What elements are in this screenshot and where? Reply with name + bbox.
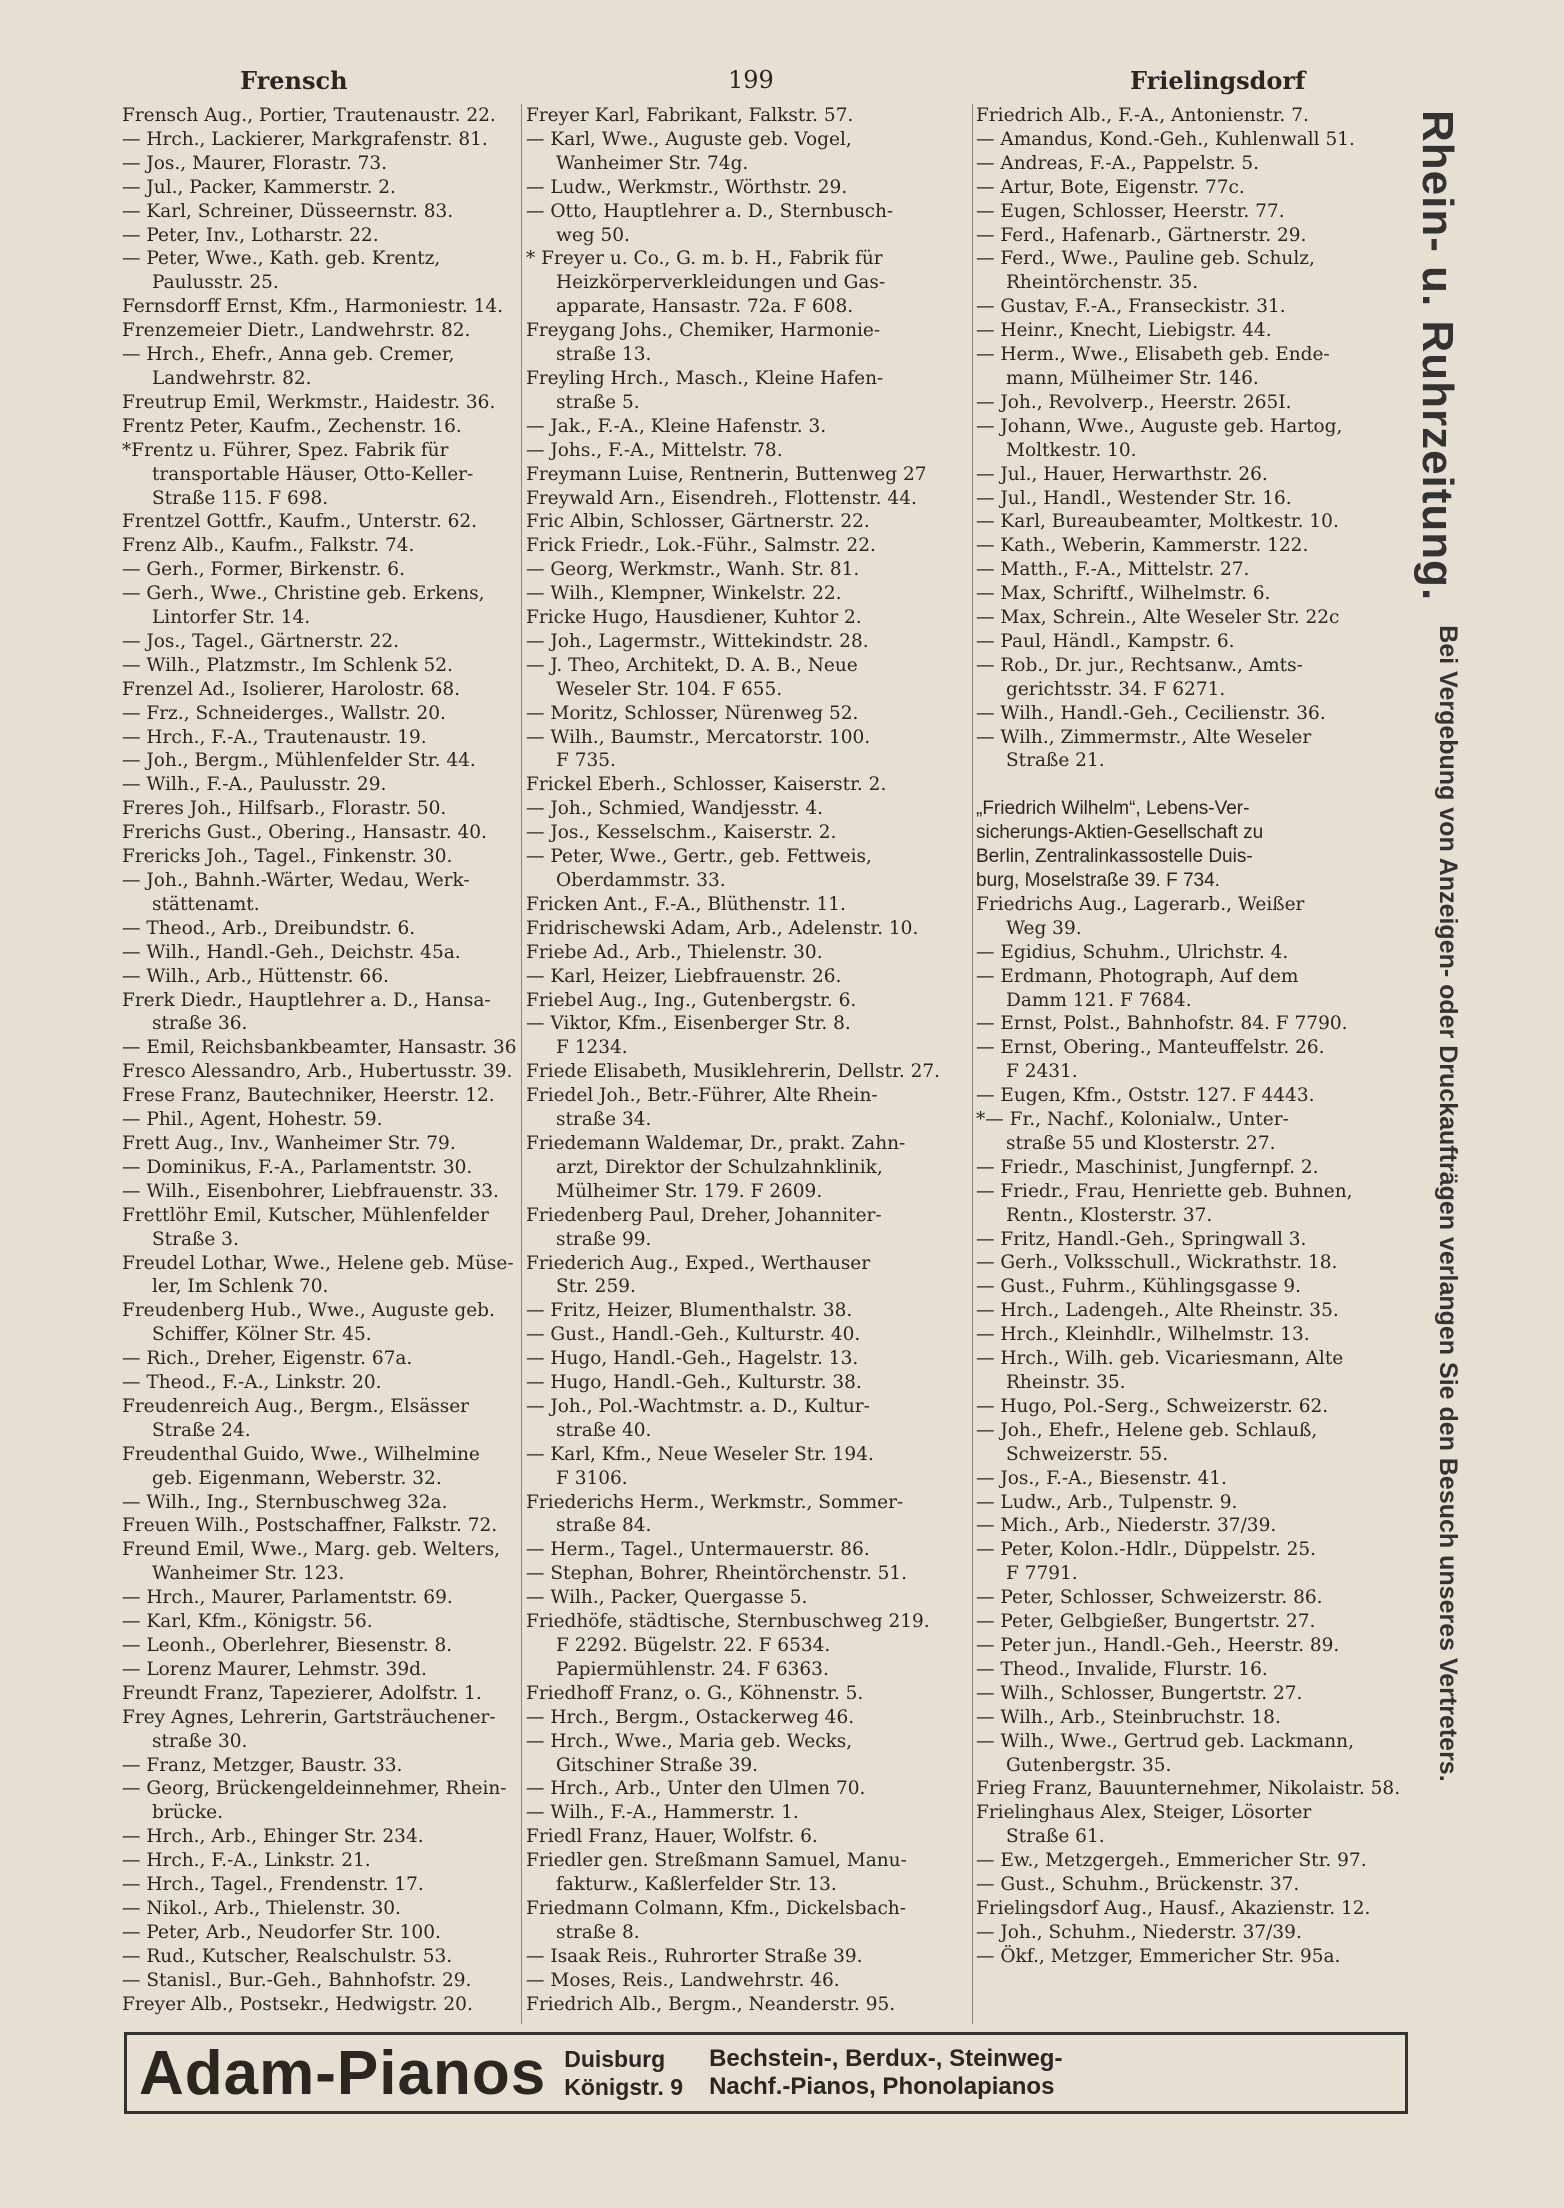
directory-entry-line: Friederichs Herm., Werkmstr., Sommer- bbox=[526, 1491, 904, 1513]
directory-entry-line: — Johs., F.-A., Mittelstr. 78. bbox=[526, 439, 783, 461]
side-advert-slogan: Bei Vergebung von Anzeigen- oder Druckaufträgen verlangen Sie den Besuch unseres Vertreters. bbox=[1434, 625, 1462, 1782]
directory-entry-line: — Max, Schriftf., Wilhelmstr. 6. bbox=[976, 583, 1271, 605]
directory-entry-line: — Frz., Schneiderges., Wallstr. 20. bbox=[122, 702, 446, 724]
directory-entry-line: — J. Theo, Architekt, D. A. B., Neue bbox=[526, 654, 858, 676]
directory-entry-line: geb. Eigenmann, Weberstr. 32. bbox=[152, 1467, 442, 1489]
directory-entry-line: — Rich., Dreher, Eigenstr. 67a. bbox=[122, 1348, 413, 1370]
directory-entry-line: Freywald Arn., Eisendreh., Flottenstr. 44. bbox=[526, 487, 917, 509]
directory-entry-line: Frieg Franz, Bauunternehmer, Nikolaistr. 58. bbox=[976, 1778, 1401, 1800]
directory-entry-line: Friedhöfe, städtische, Sternbuschweg 219. bbox=[526, 1611, 930, 1633]
directory-entry-line: Friedler gen. Streßmann Samuel, Manu- bbox=[526, 1850, 907, 1872]
directory-entry-line: Gutenbergstr. 35. bbox=[1006, 1754, 1172, 1776]
directory-entry-line: — Nikol., Arb., Thielenstr. 30. bbox=[122, 1897, 401, 1919]
directory-entry-line: — Wilh., Arb., Hüttenstr. 66. bbox=[122, 965, 389, 987]
directory-entry-line: — Phil., Agent, Hohestr. 59. bbox=[122, 1109, 383, 1131]
directory-entry-line: Landwehrstr. 82. bbox=[152, 367, 312, 389]
advert-line-1: Bechstein-, Berdux-, Steinweg- bbox=[709, 2045, 1063, 2072]
advert-line-2: Nachf.-Pianos, Phonolapianos bbox=[709, 2073, 1055, 2100]
directory-entry-line: — Friedr., Maschinist, Jungfernpf. 2. bbox=[976, 1156, 1319, 1178]
directory-entry-line: Straße 24. bbox=[152, 1419, 251, 1441]
directory-entry-line: — Hrch., F.-A., Linkstr. 21. bbox=[122, 1850, 371, 1872]
directory-entry-line: Freuen Wilh., Postschaffner, Falkstr. 72. bbox=[122, 1515, 498, 1537]
directory-entry-line: — Hrch., F.-A., Trautenaustr. 19. bbox=[122, 726, 427, 748]
directory-entry-line: straße 8. bbox=[556, 1921, 640, 1943]
directory-entry-line: gerichtsstr. 34. F 6271. bbox=[1006, 678, 1226, 700]
directory-entry-line: Freygang Johs., Chemiker, Harmonie- bbox=[526, 320, 881, 342]
directory-entry-line: F 2292. Bügelstr. 22. F 6534. bbox=[556, 1635, 831, 1656]
directory-entry-line: — Johann, Wwe., Auguste geb. Hartog, bbox=[976, 415, 1343, 437]
side-advert-band bbox=[1410, 110, 1468, 2030]
directory-entry-line: Fresco Alessandro, Arb., Hubertusstr. 39. bbox=[122, 1061, 513, 1083]
directory-entry-line: — Hrch., Wwe., Maria geb. Wecks, bbox=[526, 1730, 853, 1752]
directory-entry-line: — Gust., Schuhm., Brückenstr. 37. bbox=[976, 1874, 1300, 1896]
directory-entry-line: Wanheimer Str. 123. bbox=[152, 1563, 345, 1585]
directory-entry-line: Freutrup Emil, Werkmstr., Haidestr. 36. bbox=[122, 391, 496, 413]
directory-entry-line: Frerk Diedr., Hauptlehrer a. D., Hansa- bbox=[122, 989, 491, 1011]
insurance-listing-line: sicherungs-Aktien-Gesellschaft zu bbox=[976, 822, 1264, 844]
directory-entry-line: — Karl, Wwe., Auguste geb. Vogel, bbox=[526, 128, 852, 150]
directory-column-1 bbox=[122, 104, 520, 2017]
directory-entry-line: — Ludw., Werkmstr., Wörthstr. 29. bbox=[526, 176, 848, 198]
directory-entry-line: — Hugo, Handl.-Geh., Hagelstr. 13. bbox=[526, 1348, 859, 1370]
piano-advert bbox=[124, 2032, 1408, 2114]
directory-entry-line: Paulusstr. 25. bbox=[152, 272, 279, 294]
directory-entry-line: — Wilh., Klempner, Winkelstr. 22. bbox=[526, 583, 842, 605]
directory-entry-line: — Ökf., Metzger, Emmericher Str. 95a. bbox=[976, 1945, 1341, 1967]
directory-entry-line: Wanheimer Str. 74g. bbox=[556, 152, 749, 174]
directory-entry-line: Freres Joh., Hilfsarb., Florastr. 50. bbox=[122, 798, 447, 820]
directory-entry-line: — Gustav, F.-A., Franseckistr. 31. bbox=[976, 296, 1286, 318]
directory-entry-line: — Leonh., Oberlehrer, Biesenstr. 8. bbox=[122, 1635, 453, 1656]
directory-entry-line: Friedel Joh., Betr.-Führer, Alte Rhein- bbox=[526, 1085, 878, 1107]
directory-entry-line: — Jul., Packer, Kammerstr. 2. bbox=[122, 176, 396, 198]
directory-entry-line: — Jak., F.-A., Kleine Hafenstr. 3. bbox=[526, 415, 827, 437]
directory-column-2 bbox=[526, 104, 976, 2017]
directory-entry-line: Frentzel Gottfr., Kaufm., Unterstr. 62. bbox=[122, 511, 478, 533]
directory-entry-line: — Mich., Arb., Niederstr. 37/39. bbox=[976, 1515, 1277, 1537]
directory-entry-line: — Gerh., Wwe., Christine geb. Erkens, bbox=[122, 583, 485, 605]
directory-entry-line: — Jos., Kesselschm., Kaiserstr. 2. bbox=[526, 822, 837, 844]
directory-entry-line: — Fritz, Heizer, Blumenthalstr. 38. bbox=[526, 1300, 853, 1322]
directory-entry-line: Friederich Aug., Exped., Werthauser bbox=[526, 1252, 871, 1274]
directory-entry-line: Freyer Alb., Postsekr., Hedwigstr. 20. bbox=[122, 1993, 473, 2015]
directory-entry-line: — Rud., Kutscher, Realschulstr. 53. bbox=[122, 1945, 453, 1967]
directory-entry-line: Heizkörperverkleidungen und Gas- bbox=[556, 272, 886, 294]
directory-entry-line: — Gust., Fuhrm., Kühlingsgasse 9. bbox=[976, 1276, 1302, 1298]
directory-entry-line: Frerichs Gust., Obering., Hansastr. 40. bbox=[122, 822, 487, 844]
directory-entry-line: Moltkestr. 10. bbox=[1006, 439, 1137, 461]
directory-entry-line: — Kath., Weberin, Kammerstr. 122. bbox=[976, 535, 1309, 557]
directory-entry-line: F 7791. bbox=[1006, 1563, 1078, 1585]
directory-entry-line: — Hugo, Handl.-Geh., Kulturstr. 38. bbox=[526, 1372, 862, 1394]
directory-entry-line: — Jul., Hauer, Herwarthstr. 26. bbox=[976, 463, 1268, 485]
directory-entry-line: — Wilh., Packer, Quergasse 5. bbox=[526, 1587, 808, 1609]
directory-entry-line: Rentn., Klosterstr. 37. bbox=[1006, 1204, 1213, 1226]
directory-entry-line: — Gerh., Volksschull., Wickrathstr. 18. bbox=[976, 1252, 1338, 1274]
insurance-listing-line: Berlin, Zentralinkassostelle Duis- bbox=[976, 846, 1253, 868]
directory-entry-line: — Moritz, Schlosser, Nürenweg 52. bbox=[526, 702, 859, 724]
directory-entry-line: — Georg, Werkmstr., Wanh. Str. 81. bbox=[526, 559, 860, 581]
directory-entry-line: straße 40. bbox=[556, 1419, 652, 1441]
directory-entry-line: — Ludw., Arb., Tulpenstr. 9. bbox=[976, 1491, 1238, 1513]
directory-entry-line: — Isaak Reis., Ruhrorter Straße 39. bbox=[526, 1945, 863, 1967]
directory-entry-line: Friedrichs Aug., Lagerarb., Weißer bbox=[976, 893, 1305, 915]
directory-entry-line: — Herm., Wwe., Elisabeth geb. Ende- bbox=[976, 344, 1330, 366]
directory-entry-line: Freyer Karl, Fabrikant, Falkstr. 57. bbox=[526, 105, 854, 126]
directory-entry-line: — Wilh., Handl.-Geh., Deichstr. 45a. bbox=[122, 941, 461, 963]
insurance-listing-line: burg, Moselstraße 39. F 734. bbox=[976, 869, 1220, 891]
directory-entry-line: Freymann Luise, Rentnerin, Buttenweg 27 bbox=[526, 463, 927, 485]
directory-entry-line: — Eugen, Schlosser, Heerstr. 77. bbox=[976, 200, 1285, 222]
directory-entry-line: F 1234. bbox=[556, 1037, 628, 1059]
directory-entry-line: — Peter, Gelbgießer, Bungertstr. 27. bbox=[976, 1611, 1316, 1633]
directory-entry-line: straße 30. bbox=[152, 1730, 248, 1752]
directory-entry-line: — Lorenz Maurer, Lehmstr. 39d. bbox=[122, 1658, 427, 1680]
directory-entry-line: — Peter, Arb., Neudorfer Str. 100. bbox=[122, 1921, 441, 1943]
directory-entry-line: — Peter jun., Handl.-Geh., Heerstr. 89. bbox=[976, 1634, 1340, 1656]
directory-entry-line: — Hrch., Ladengeh., Alte Rheinstr. 35. bbox=[976, 1300, 1339, 1322]
directory-entry-line: — Matth., F.-A., Mittelstr. 27. bbox=[976, 559, 1250, 581]
directory-entry-line: — Hrch., Tagel., Frendenstr. 17. bbox=[122, 1874, 424, 1896]
directory-entry-line: straße 5. bbox=[556, 391, 640, 413]
directory-entry-line: Rheinstr. 35. bbox=[1006, 1372, 1126, 1394]
directory-entry-line: — Jos., F.-A., Biesenstr. 41. bbox=[976, 1467, 1227, 1489]
directory-entry-line: Friedl Franz, Hauer, Wolfstr. 6. bbox=[526, 1826, 818, 1848]
directory-entry-line: arzt, Direktor der Schulzahnklinik, bbox=[556, 1156, 883, 1178]
directory-entry-line: Straße 115. F 698. bbox=[152, 487, 329, 509]
directory-entry-line: Friebel Aug., Ing., Gutenbergstr. 6. bbox=[526, 989, 857, 1011]
directory-entry-line: Freund Emil, Wwe., Marg. geb. Welters, bbox=[122, 1539, 501, 1561]
directory-entry-line: transportable Häuser, Otto-Keller- bbox=[152, 463, 474, 485]
directory-entry-line: * Freyer u. Co., G. m. b. H., Fabrik für bbox=[526, 248, 883, 270]
directory-entry-line: — Hrch., Maurer, Parlamentstr. 69. bbox=[122, 1587, 453, 1609]
directory-entry-line: — Theod., Invalide, Flurstr. 16. bbox=[976, 1658, 1268, 1680]
directory-entry-line: Fernsdorff Ernst, Kfm., Harmoniestr. 14. bbox=[122, 296, 504, 318]
directory-entry-line: — Emil, Reichsbankbeamter, Hansastr. 36 bbox=[122, 1037, 517, 1059]
directory-entry-line: — Heinr., Knecht, Liebigstr. 44. bbox=[976, 320, 1272, 342]
directory-entry-line: — Hrch., Ehefr., Anna geb. Cremer, bbox=[122, 344, 455, 366]
directory-entry-line: stättenamt. bbox=[152, 893, 260, 915]
directory-entry-line: — Peter, Schlosser, Schweizerstr. 86. bbox=[976, 1587, 1323, 1609]
directory-entry-line: — Friedr., Frau, Henriette geb. Buhnen, bbox=[976, 1180, 1353, 1202]
directory-entry-line: Damm 121. F 7684. bbox=[1006, 989, 1192, 1011]
directory-entry-line: Rheintörchenstr. 35. bbox=[1006, 272, 1199, 294]
directory-entry-line: straße 13. bbox=[556, 344, 652, 366]
directory-entry-line: apparate, Hansastr. 72a. F 608. bbox=[556, 296, 854, 318]
running-head-right: Frielingsdorf bbox=[1130, 66, 1306, 95]
directory-entry-line: — Ernst, Obering., Manteuffelstr. 26. bbox=[976, 1037, 1325, 1059]
directory-entry-line: fakturw., Kaßlerfelder Str. 13. bbox=[556, 1874, 837, 1896]
directory-entry-line: — Peter, Wwe., Kath. geb. Krentz, bbox=[122, 248, 441, 270]
directory-entry-line: — Stephan, Bohrer, Rheintörchenstr. 51. bbox=[526, 1563, 908, 1585]
directory-entry-line: — Karl, Heizer, Liebfrauenstr. 26. bbox=[526, 965, 842, 987]
directory-entry-line: F 3106. bbox=[556, 1467, 628, 1489]
directory-entry-line: Freundt Franz, Tapezierer, Adolfstr. 1. bbox=[122, 1682, 482, 1704]
directory-entry-line: Straße 3. bbox=[152, 1228, 239, 1250]
directory-entry-line: Oberdammstr. 33. bbox=[556, 870, 726, 891]
directory-entry-line: Gitschiner Straße 39. bbox=[556, 1754, 758, 1776]
directory-entry-line: — Joh., Revolverp., Heerstr. 265I. bbox=[976, 391, 1292, 413]
directory-entry-line: — Hrch., Arb., Ehinger Str. 234. bbox=[122, 1826, 424, 1848]
directory-entry-line: — Peter, Wwe., Gertr., geb. Fettweis, bbox=[526, 846, 872, 868]
directory-entry-line: Weseler Str. 104. F 655. bbox=[556, 678, 783, 700]
advert-address: Königstr. 9 bbox=[564, 2074, 684, 2100]
directory-entry-line: — Wilh., Ing., Sternbuschweg 32a. bbox=[122, 1491, 448, 1513]
advert-brand: Adam-Pianos bbox=[139, 2038, 547, 2108]
directory-entry-line: — Georg, Brückengeldeinnehmer, Rhein- bbox=[122, 1778, 507, 1800]
directory-entry-line: — Herm., Tagel., Untermauerstr. 86. bbox=[526, 1539, 870, 1561]
directory-entry-line: straße 36. bbox=[152, 1013, 248, 1035]
directory-entry-line: — Wilh., Zimmermstr., Alte Weseler bbox=[976, 726, 1312, 748]
directory-entry-line: — Karl, Schreiner, Düsseernstr. 83. bbox=[122, 200, 454, 222]
directory-entry-line: — Gust., Handl.-Geh., Kulturstr. 40. bbox=[526, 1324, 861, 1346]
directory-entry-line: — Wilh., Wwe., Gertrud geb. Lackmann, bbox=[976, 1730, 1354, 1752]
directory-entry-line: Freudenreich Aug., Bergm., Elsässer bbox=[122, 1395, 470, 1417]
directory-entry-line: Frenzel Ad., Isolierer, Harolostr. 68. bbox=[122, 678, 461, 700]
directory-entry-line: — Moses, Reis., Landwehrstr. 46. bbox=[526, 1969, 840, 1991]
directory-entry-line: — Hrch., Bergm., Ostackerweg 46. bbox=[526, 1706, 855, 1728]
directory-entry-line: — Stanisl., Bur.-Geh., Bahnhofstr. 29. bbox=[122, 1969, 472, 1991]
directory-entry-line: — Max, Schrein., Alte Weseler Str. 22c bbox=[976, 607, 1340, 629]
directory-entry-line: — Hrch., Kleinhdlr., Wilhelmstr. 13. bbox=[976, 1324, 1310, 1346]
directory-entry-line: Friedrich Alb., Bergm., Neanderstr. 95. bbox=[526, 1993, 896, 2015]
directory-entry-line: *Frentz u. Führer, Spez. Fabrik für bbox=[122, 439, 449, 461]
directory-entry-line: Fric Albin, Schlosser, Gärtnerstr. 22. bbox=[526, 511, 870, 533]
directory-entry-line: — Hrch., Wilh. geb. Vicariesmann, Alte bbox=[976, 1348, 1344, 1370]
advert-city: Duisburg bbox=[564, 2046, 666, 2072]
directory-entry-line: — Erdmann, Photograph, Auf dem bbox=[976, 965, 1299, 987]
directory-entry-line: Straße 61. bbox=[1006, 1826, 1105, 1848]
directory-entry-line: — Ew., Metzgergeh., Emmericher Str. 97. bbox=[976, 1850, 1367, 1872]
page-number: 199 bbox=[728, 66, 774, 94]
newspaper-title: Rhein- u. Ruhrzeitung. bbox=[1413, 110, 1462, 602]
directory-entry-line: — Gerh., Former, Birkenstr. 6. bbox=[122, 559, 405, 581]
directory-entry-line: — Otto, Hauptlehrer a. D., Sternbusch- bbox=[526, 200, 894, 222]
directory-entry-line: mann, Mülheimer Str. 146. bbox=[1006, 367, 1259, 389]
directory-entry-line: — Dominikus, F.-A., Parlamentstr. 30. bbox=[122, 1156, 473, 1178]
directory-entry-line: — Hugo, Pol.-Serg., Schweizerstr. 62. bbox=[976, 1395, 1329, 1417]
directory-entry-line: — Paul, Händl., Kampstr. 6. bbox=[976, 630, 1235, 652]
side-advert-text bbox=[1412, 110, 1462, 1782]
directory-entry-line: Friedhoff Franz, o. G., Köhnenstr. 5. bbox=[526, 1682, 864, 1704]
directory-entry-line: Fricken Ant., F.-A., Blüthenstr. 11. bbox=[526, 893, 846, 915]
directory-entry-line: — Fritz, Handl.-Geh., Springwall 3. bbox=[976, 1228, 1307, 1250]
directory-entry-line: — Joh., Schuhm., Niederstr. 37/39. bbox=[976, 1921, 1302, 1943]
directory-entry-line: Lintorfer Str. 14. bbox=[152, 607, 311, 629]
directory-entry-line: — Wilh., Schlosser, Bungertstr. 27. bbox=[976, 1682, 1303, 1704]
directory-entry-line: Frenz Alb., Kaufm., Falkstr. 74. bbox=[122, 535, 415, 557]
directory-entry-line: — Theod., F.-A., Linkstr. 20. bbox=[122, 1372, 382, 1394]
directory-entry-line: — Wilh., Baumstr., Mercatorstr. 100. bbox=[526, 726, 871, 748]
directory-entry-line: Schweizerstr. 55. bbox=[1006, 1443, 1169, 1465]
directory-entry-line: straße 84. bbox=[556, 1515, 652, 1537]
directory-entry-line: — Wilh., F.-A., Paulusstr. 29. bbox=[122, 774, 387, 796]
directory-entry-line: Friedenberg Paul, Dreher, Johanniter- bbox=[526, 1204, 882, 1226]
directory-entry-line: *— Fr., Nachf., Kolonialw., Unter- bbox=[976, 1109, 1289, 1131]
directory-entry-line: Frielinghaus Alex, Steiger, Lösorter bbox=[976, 1802, 1312, 1824]
directory-entry-line: — Peter, Inv., Lotharstr. 22. bbox=[122, 224, 379, 246]
directory-entry-line: — Joh., Bahnh.-Wärter, Wedau, Werk- bbox=[122, 870, 470, 891]
directory-entry-line: Friedemann Waldemar, Dr., prakt. Zahn- bbox=[526, 1132, 906, 1154]
directory-entry-line: — Karl, Kfm., Königstr. 56. bbox=[122, 1611, 373, 1633]
directory-entry-line: Fridrischewski Adam, Arb., Adelenstr. 10. bbox=[526, 917, 919, 939]
column-divider bbox=[972, 104, 973, 2024]
directory-entry-line: — Andreas, F.-A., Pappelstr. 5. bbox=[976, 152, 1260, 174]
directory-entry-line: ler, Im Schlenk 70. bbox=[152, 1276, 329, 1298]
directory-entry-line: Freudenthal Guido, Wwe., Wilhelmine bbox=[122, 1443, 480, 1465]
directory-entry-line: — Viktor, Kfm., Eisenberger Str. 8. bbox=[526, 1013, 851, 1035]
directory-entry-line: Frielingsdorf Aug., Hausf., Akazienstr. 12. bbox=[976, 1897, 1371, 1919]
directory-entry-line: straße 99. bbox=[556, 1228, 652, 1250]
directory-entry-line: — Jos., Tagel., Gärtnerstr. 22. bbox=[122, 630, 400, 652]
directory-entry-line: — Wilh., Handl.-Geh., Cecilienstr. 36. bbox=[976, 702, 1326, 724]
directory-entry-line: Schiffer, Kölner Str. 45. bbox=[152, 1324, 372, 1346]
directory-entry-line: — Wilh., Eisenbohrer, Liebfrauenstr. 33. bbox=[122, 1180, 499, 1202]
directory-entry-line: Frericks Joh., Tagel., Finkenstr. 30. bbox=[122, 846, 453, 868]
directory-entry-line: Freudel Lothar, Wwe., Helene geb. Müse- bbox=[122, 1252, 514, 1274]
directory-entry-line: — Joh., Pol.-Wachtmstr. a. D., Kultur- bbox=[526, 1395, 870, 1417]
directory-entry-line: — Franz, Metzger, Baustr. 33. bbox=[122, 1754, 403, 1776]
directory-entry-line: Friede Elisabeth, Musiklehrerin, Dellstr. 27. bbox=[526, 1061, 941, 1083]
directory-entry-line: Str. 259. bbox=[556, 1276, 636, 1298]
directory-entry-line: — Joh., Schmied, Wandjesstr. 4. bbox=[526, 798, 823, 820]
directory-entry-line: — Jos., Maurer, Florastr. 73. bbox=[122, 152, 388, 174]
directory-entry-line bbox=[976, 773, 1406, 797]
running-head-left: Frensch bbox=[240, 66, 348, 95]
directory-entry-line: Frett Aug., Inv., Wanheimer Str. 79. bbox=[122, 1132, 456, 1154]
directory-entry-line: — Artur, Bote, Eigenstr. 77c. bbox=[976, 176, 1245, 198]
directory-entry-line: — Theod., Arb., Dreibundstr. 6. bbox=[122, 917, 416, 939]
directory-entry-line: Papiermühlenstr. 24. F 6363. bbox=[556, 1658, 829, 1680]
directory-entry-line: — Rob., Dr. jur., Rechtsanw., Amts- bbox=[976, 654, 1303, 676]
directory-entry-line: Frick Friedr., Lok.-Führ., Salmstr. 22. bbox=[526, 535, 876, 557]
directory-entry-line: — Karl, Kfm., Neue Weseler Str. 194. bbox=[526, 1443, 874, 1465]
directory-entry-line: F 735. bbox=[556, 750, 616, 772]
directory-entry-line: Friedmann Colmann, Kfm., Dickelsbach- bbox=[526, 1897, 906, 1919]
directory-entry-line: Fricke Hugo, Hausdiener, Kuhtor 2. bbox=[526, 607, 862, 629]
directory-entry-line: straße 34. bbox=[556, 1109, 652, 1131]
directory-entry-line: — Joh., Bergm., Mühlenfelder Str. 44. bbox=[122, 750, 476, 772]
directory-entry-line: Frensch Aug., Portier, Trautenaustr. 22. bbox=[122, 105, 496, 126]
directory-entry-line: Friedrich Alb., F.-A., Antonienstr. 7. bbox=[976, 105, 1309, 126]
directory-entry-line: — Ernst, Polst., Bahnhofstr. 84. F 7790. bbox=[976, 1013, 1348, 1035]
directory-entry-line: — Eugen, Kfm., Oststr. 127. F 4443. bbox=[976, 1085, 1315, 1107]
directory-entry-line: — Hrch., Arb., Unter den Ulmen 70. bbox=[526, 1778, 866, 1800]
directory-entry-line: — Joh., Lagermstr., Wittekindstr. 28. bbox=[526, 630, 869, 652]
directory-entry-line: — Ferd., Wwe., Pauline geb. Schulz, bbox=[976, 248, 1315, 270]
directory-entry-line: — Amandus, Kond.-Geh., Kuhlenwall 51. bbox=[976, 128, 1355, 150]
directory-entry-line: — Joh., Ehefr., Helene geb. Schlauß, bbox=[976, 1419, 1318, 1441]
directory-entry-line: — Ferd., Hafenarb., Gärtnerstr. 29. bbox=[976, 224, 1307, 246]
column-divider bbox=[521, 104, 522, 2024]
directory-entry-line: — Peter, Kolon.-Hdlr., Düppelstr. 25. bbox=[976, 1539, 1317, 1561]
directory-entry-line: — Jul., Handl., Westender Str. 16. bbox=[976, 487, 1292, 509]
directory-entry-line: — Hrch., Lackierer, Markgrafenstr. 81. bbox=[122, 128, 488, 150]
directory-entry-line: — Wilh., F.-A., Hammerstr. 1. bbox=[526, 1802, 799, 1824]
insurance-listing-line: „Friedrich Wilhelm“, Lebens-Ver- bbox=[976, 798, 1250, 820]
directory-entry-line: F 2431. bbox=[1006, 1061, 1078, 1083]
directory-entry-line: Friebe Ad., Arb., Thielenstr. 30. bbox=[526, 941, 823, 963]
directory-entry-line: Frickel Eberh., Schlosser, Kaiserstr. 2. bbox=[526, 774, 887, 796]
directory-entry-line: Freudenberg Hub., Wwe., Auguste geb. bbox=[122, 1300, 495, 1322]
directory-entry-line: Straße 21. bbox=[1006, 750, 1105, 772]
directory-entry-line: Freyling Hrch., Masch., Kleine Hafen- bbox=[526, 367, 884, 389]
directory-entry-line: straße 55 und Klosterstr. 27. bbox=[1006, 1132, 1276, 1154]
directory-entry-line: — Karl, Bureaubeamter, Moltkestr. 10. bbox=[976, 511, 1339, 533]
directory-entry-line: Frettlöhr Emil, Kutscher, Mühlenfelder bbox=[122, 1204, 489, 1226]
directory-entry-line: — Egidius, Schuhm., Ulrichstr. 4. bbox=[976, 941, 1289, 963]
directory-entry-line: Frese Franz, Bautechniker, Heerstr. 12. bbox=[122, 1085, 495, 1107]
directory-entry-line: Frentz Peter, Kaufm., Zechenstr. 16. bbox=[122, 415, 462, 437]
directory-entry-line: — Wilh., Platzmstr., Im Schlenk 52. bbox=[122, 654, 453, 676]
directory-column-3 bbox=[976, 104, 1406, 1969]
directory-entry-line: Frenzemeier Dietr., Landwehrstr. 82. bbox=[122, 320, 471, 342]
directory-entry-line: Weg 39. bbox=[1006, 917, 1082, 939]
directory-entry-line: Frey Agnes, Lehrerin, Gartsträuchener- bbox=[122, 1706, 496, 1728]
directory-entry-line: Mülheimer Str. 179. F 2609. bbox=[556, 1180, 823, 1202]
directory-entry-line: weg 50. bbox=[556, 224, 630, 246]
directory-entry-line: brücke. bbox=[152, 1802, 224, 1824]
directory-entry-line: — Wilh., Arb., Steinbruchstr. 18. bbox=[976, 1706, 1281, 1728]
